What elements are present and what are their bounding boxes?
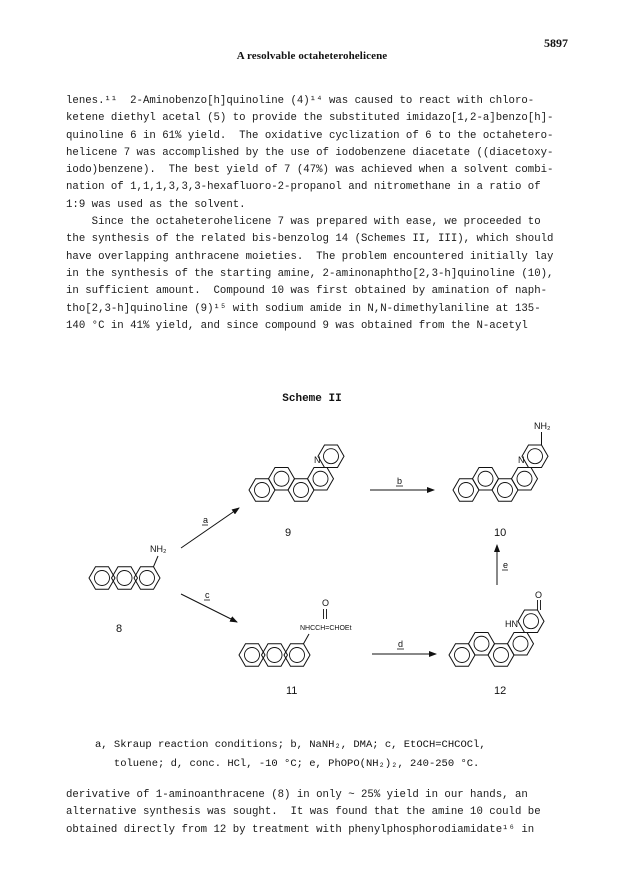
scheme-title: Scheme II: [282, 393, 342, 405]
step-label-e: e: [503, 560, 509, 570]
page-number: 5897: [544, 36, 568, 50]
body-text-bottom: [66, 787, 566, 839]
compound-number-10: 10: [494, 527, 507, 539]
text-line: lenes.¹¹ 2-Aminobenzo[h]quinoline (4)¹⁴ was caused to react with chloro-: [66, 95, 535, 107]
atom-label-nh2: NH₂: [534, 421, 551, 431]
text-line: have overlapping anthracene moieties. The problem encountered initially lay: [66, 250, 554, 263]
caption-line: a, Skraup reaction conditions; b, NaNH₂, DMA; c, EtOCH=CHCOCl,: [95, 739, 486, 751]
structure-9: [249, 445, 344, 501]
text-line: quinoline 6 in 61% yield. The oxidative cyclization of 6 to the octahetero-: [66, 129, 554, 142]
step-label-b: b: [397, 476, 403, 486]
step-label-d: d: [398, 639, 404, 649]
text-line: 140 °C in 41% yield, and since compound 9 was obtained from the N-acetyl: [66, 319, 528, 332]
atom-label-hn: HN: [505, 619, 518, 629]
atom-label-nh2: NH₂: [150, 544, 167, 554]
text-line: ketene diethyl acetal (5) to provide the substituted imidazo[1,2-a]benzo[h]-: [66, 112, 554, 125]
compound-number-8: 8: [116, 623, 123, 635]
atom-label-n: N: [518, 455, 525, 465]
atom-label-n: N: [314, 455, 321, 465]
structure-10: [453, 421, 551, 501]
text-line: in sufficient amount. Compound 10 was first obtained by amination of naph-: [66, 285, 548, 298]
text-line: helicene 7 was accomplished by the use of iodobenzene diacetate ((diacetoxy-: [66, 146, 554, 159]
text-line: nation of 1,1,1,3,3,3-hexafluoro-2-propanol and nitromethane in a ratio of: [66, 181, 541, 194]
atom-label-o: O: [535, 590, 543, 600]
compound-number-9: 9: [285, 527, 292, 539]
compound-number-11: 11: [286, 685, 298, 697]
text-line: in the synthesis of the starting amine, 2-aminonaphtho[2,3-h]quinoline (10),: [66, 267, 554, 280]
step-label-c: c: [205, 590, 210, 600]
text-line: iodo)benzene). The best yield of 7 (47%) was achieved when a solvent combi-: [66, 164, 554, 177]
scheme-caption: [95, 736, 575, 774]
compound-number-12: 12: [494, 685, 507, 697]
structure-11: [239, 598, 352, 666]
text-line: tho[2,3-h]quinoline (9)¹⁵ with sodium amide in N,N-dimethylaniline at 135-: [66, 302, 541, 315]
caption-line: toluene; d, conc. HCl, -10 °C; e, PhOPO(NH₂)₂, 240-250 °C.: [95, 758, 480, 770]
running-head: A resolvable octaheterohelicene: [236, 50, 388, 62]
structure-12: [449, 590, 544, 666]
arrow-a: [181, 508, 239, 548]
text-line: 1:9 was used as the solvent.: [66, 198, 246, 211]
side-chain-label: NHCCH=CHOEt: [300, 625, 352, 632]
text-line: Since the octaheterohelicene 7 was prepared with ease, we proceeded to: [66, 216, 541, 229]
text-line: obtained directly from 12 by treatment with phenylphosphorodiamidate¹⁶ in: [66, 823, 535, 836]
text-line: derivative of 1-aminoanthracene (8) in only ~ 25% yield in our hands, an: [66, 789, 528, 801]
step-label-a: a: [203, 515, 209, 525]
structure-8: [89, 544, 167, 589]
text-line: alternative synthesis was sought. It was found that the amine 10 could be: [66, 806, 541, 819]
atom-label-o: O: [322, 598, 330, 608]
text-line: the synthesis of the related bis-benzolog 14 (Schemes II, III), which should: [66, 233, 554, 246]
